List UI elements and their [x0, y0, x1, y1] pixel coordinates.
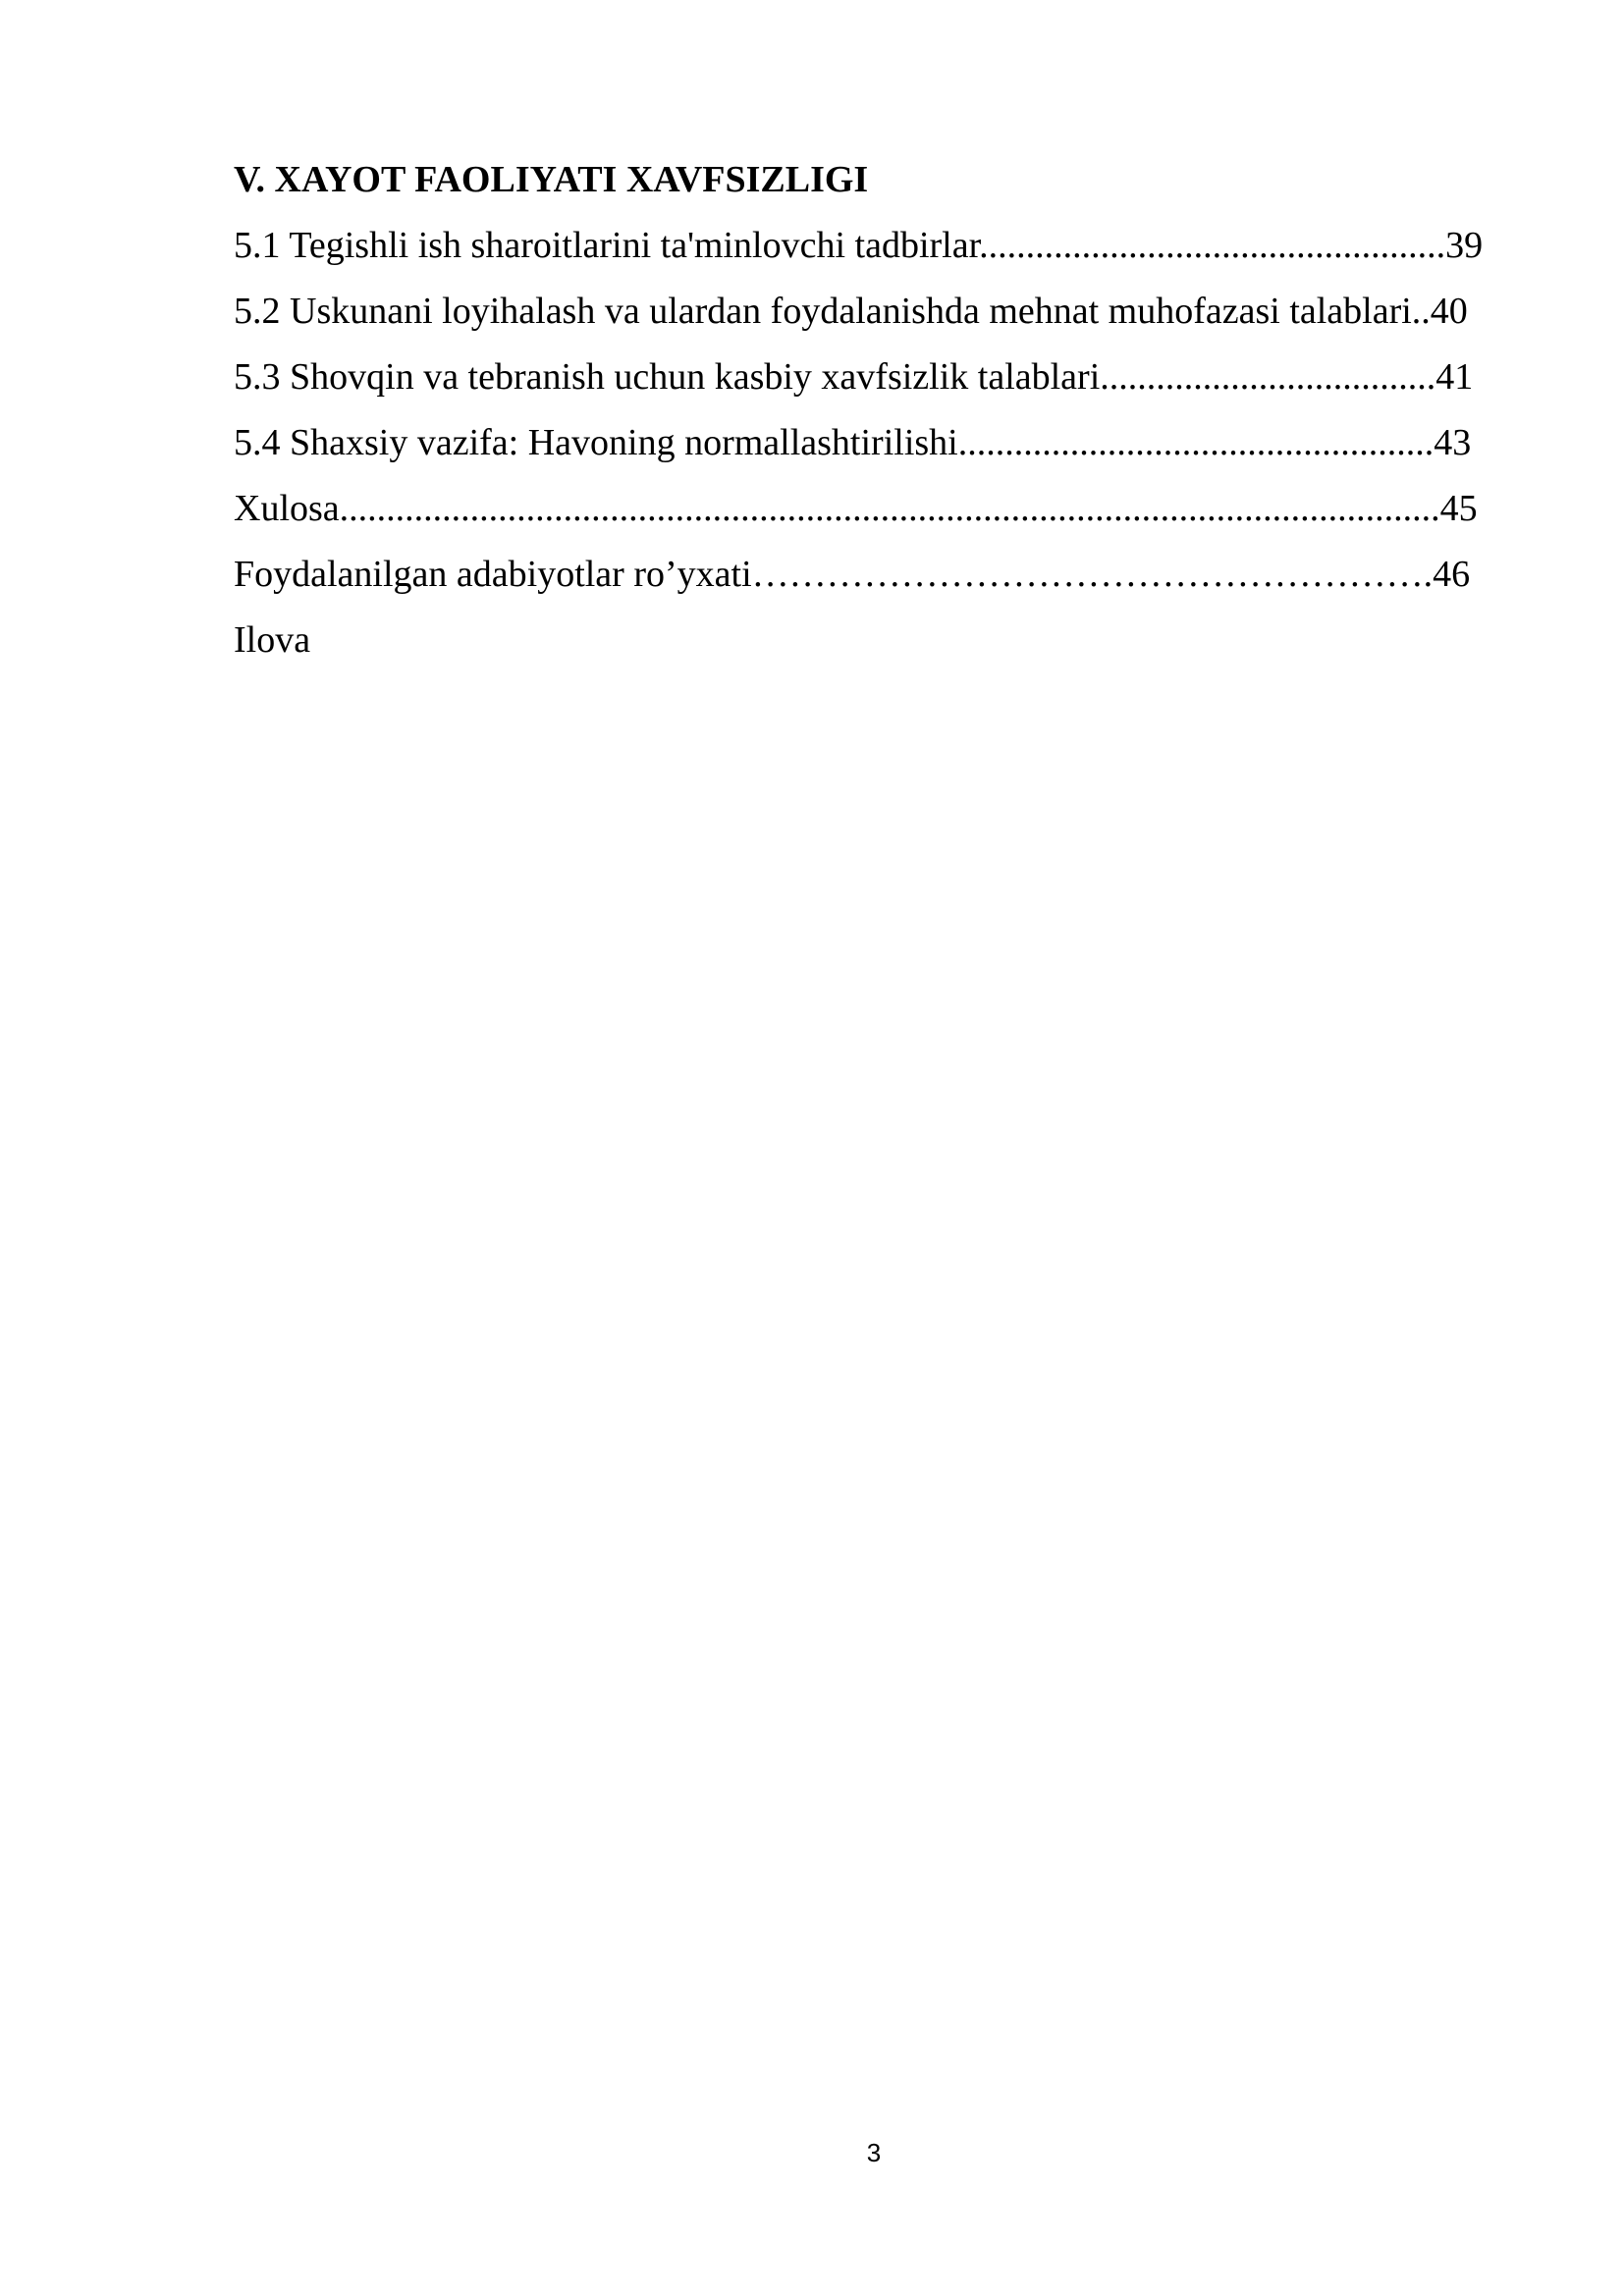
toc-entry-references: Foydalanilgan adabiyotlar ro’yxati……………………………………………….46	[234, 554, 1471, 595]
toc-entry-5-3: 5.3 Shovqin va tebranish uchun kasbiy xavfsizlik talablari....................................41	[234, 356, 1474, 398]
toc-entry-conclusion: Xulosa......................................................................................................................45	[234, 488, 1478, 529]
toc-entry-appendix: Ilova	[234, 619, 311, 661]
section-heading: V. XAYOT FAOLIYATI XAVFSIZLIGI	[234, 159, 869, 200]
table-of-contents	[234, 147, 1483, 673]
page-number: 3	[866, 2138, 882, 2167]
toc-entry-5-1: 5.1 Tegishli ish sharoitlarini ta'minlovchi tadbirlar..................................................39	[234, 225, 1484, 266]
toc-entry-5-4: 5.4 Shaxsiy vazifa: Havoning normallashtirilishi...................................................43	[234, 422, 1472, 463]
toc-entry-5-2: 5.2 Uskunani loyihalash va ulardan foydalanishda mehnat muhofazasi talablari..40	[234, 291, 1468, 332]
